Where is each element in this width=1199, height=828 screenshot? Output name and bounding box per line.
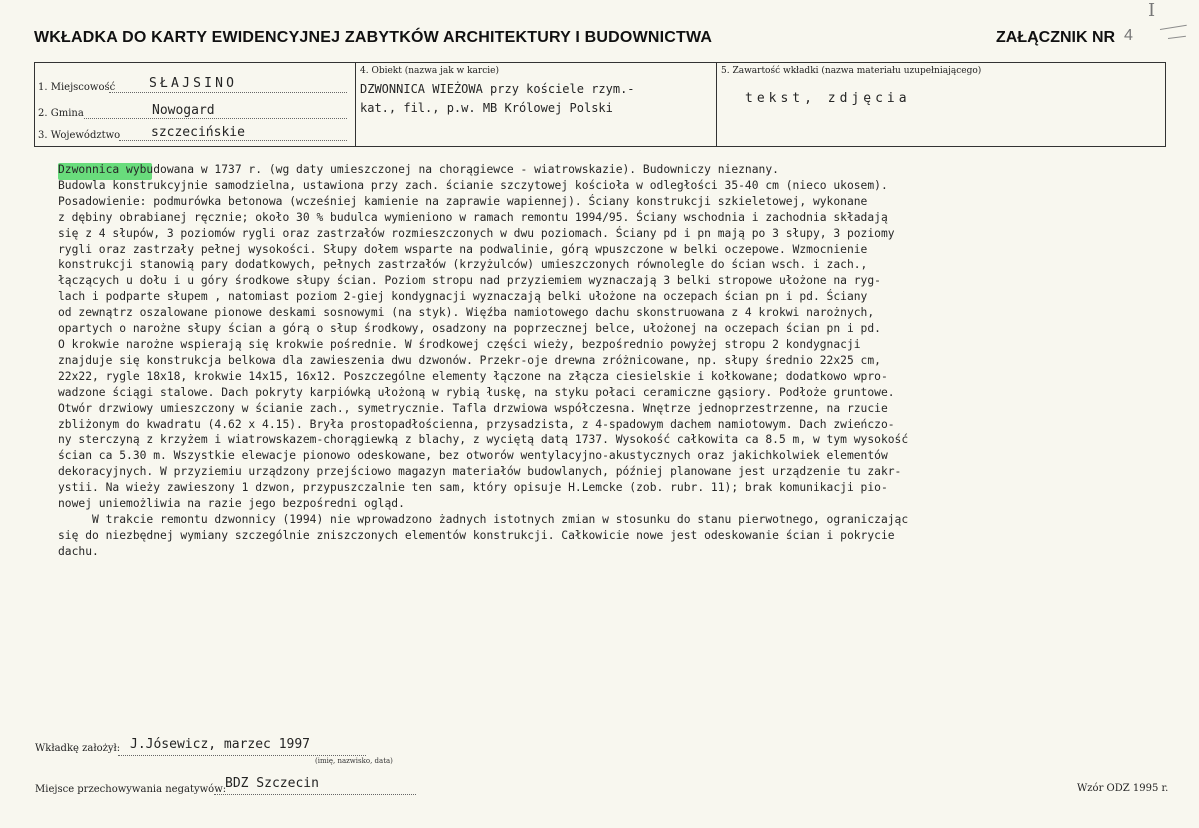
document-title: WKŁADKA DO KARTY EWIDENCYJNEJ ZABYTKÓW ARCHITEKTURY I BUDOWNICTWA [34, 29, 713, 46]
voivodeship-value: szczecińskie [151, 125, 245, 140]
attachment-number: 4 [1124, 27, 1133, 44]
location-value: SŁAJSINO [149, 76, 238, 91]
object-value: DZWONNICA WIEŻOWA przy kościele rzym.- kat., fil., p.w. MB Królowej Polski [360, 82, 635, 115]
location-label: 1. Miejscowość [38, 82, 116, 93]
commune-dotted-line [84, 118, 347, 119]
template-note: Wzór ODZ 1995 r. [1077, 783, 1169, 794]
object-label: 4. Obiekt (nazwa jak w karcie) [360, 66, 499, 76]
main-description-text: Dzwonnica wybudowana w 1737 r. (wg daty umieszczonej na chorągiewce - wiatrowskazie). Budowniczy nieznany. Budowla konstrukcyjnie samodzielna, ustawiona przy zach. ścianie szczytowej kościoła w odległości 35-40 cm (nieco ukosem). Posadowienie: podmurówka betonowa (wcześniej kamienie na zaprawie wapiennej). Ściany konstrukcji szkieletowej, wykonane z dębiny obrabianej ręcznie; około 30 % budulca wymieniono w ramach remontu 1994/95. Ściany wschodnia i zachodnia składają się z 4 słupów, 3 poziomów rygli oraz zastrzałów rozmieszczonych w dwu poziomach. Ściany pd i pn mają po 3 słupy, 3 poziomy rygli oraz zastrzały pełnej wysokości. Słupy dołem wsparte na podwalinie, górą wpuszczone w belki oczepowe. Wzmocnienie konstrukcji stanowią pary dodatkowych, pełnych zastrzałów (krzyżulców) umieszczonych równolegle do ścian wsch. i zach., łączących u dołu i u góry środkowe słupy ścian. Poziom stropu nad przyziemiem wyznaczają 3 belki stropowe ułożone na ryg- lach i podparte słupem , natomiast poziom 2-giej kondygnacji wyznaczają belki ułożone na oczepach ścian pn i pd. Ściany od zewnątrz oszalowane pionowe deskami sosnowymi (na styk). Więźba namiotowego dachu skonstruowana z 4 krokwi narożnych, opartych o narożne słupy ścian a górą o słup środkowy, osadzony na poprzecznej belce, ułożonej na oczepach ścian pn i pd. O krokwie narożne wspierają się krokwie pośrednie. W środkowej części wieży, bezpośrednio powyżej stropu 2 kondygnacji znajduje się konstrukcja belkowa dla zawieszenia dwu dzwonów. Przekr-oje drewna zróżnicowane, np. słupy średnio 22x25 cm, 22x22, rygle 18x18, krokwie 14x15, 16x12. Poszczególne elementy łączone na złącza ciesielskie i kołkowane; dodatkowo wpro- wadzone ściągi stalowe. Dach pokryty karpiówką ułożoną w rybią łuskę, na styku połaci ceramiczne gąsiory. Podłoże gruntowe. Otwór drzwiowy umieszczony w ścianie zach., symetrycznie. Tafla drzwiowa współczesna. Wnętrze jednoprzestrzenne, na rzucie zbliżonym do kwadratu (4.62 x 4.15). Bryła prostopadłościenna, przysadzista, z 4-spadowym dachem namiotowym. Dach zwieńczo- ny sterczyną z krzyżem i wiatrowskazem-chorągiewką z blachy, z wyciętą datą 1737. Wysokość całkowita ca 8.5 m, w tym wysokość ścian ca 5.30 m. Wszystkie elewacje pionowo odeskowane, bez otworów wentylacyjno-akustycznych oraz jakichkolwiek elementów dekoracyjnych. W przyziemiu urządzony przejściowo magazyn materiałów budowlanych, później planowane jest urządzenie tu zakr- ystii. Na wieży zawieszony 1 dzwon, przypuszczalnie ten sam, który opisuje H.Lemcke (zob. rubr. 11); brak komunikacji pio- nowej uniemożliwia na razie jego bezpośredni ogląd. W trakcie remontu dzwonnicy (1994) nie wprowadzono żadnych istotnych zmian w stosunku do stanu pierwotnego, ograniczając się do niezbędnej wymiany szczególnie zniszczonych elementów konstrukcji. Całkowicie nowe jest odeskowanie ścian i pokrycie dachu. [58, 163, 909, 558]
attachment-label: ZAŁĄCZNIK NR [996, 29, 1116, 46]
author-value: J.Jósewicz, marzec 1997 [130, 737, 311, 752]
commune-value: Nowogard [152, 103, 215, 118]
voivodeship-label: 3. Województwo [38, 130, 121, 141]
location-dotted-line [109, 92, 347, 93]
negatives-dotted-line [214, 794, 416, 795]
commune-label: 2. Gmina [38, 108, 84, 119]
author-dotted-line [118, 755, 366, 756]
author-hint: (imię, nazwisko, data) [315, 757, 393, 765]
content-value: tekst, zdjęcia [745, 91, 911, 106]
content-label: 5. Zawartość wkładki (nazwa materiału uzupełniającego) [721, 66, 982, 76]
negatives-label: Miejsce przechowywania negatywów: [35, 784, 227, 795]
negatives-value: BDZ Szczecin [225, 776, 319, 791]
metadata-divider [716, 62, 717, 146]
metadata-divider [355, 62, 356, 146]
voivodeship-dotted-line [119, 140, 347, 141]
author-label: Wkładkę założył: [35, 743, 121, 754]
corner-handwritten-mark [1148, 2, 1193, 40]
corner-mark-text: I [1148, 0, 1156, 21]
